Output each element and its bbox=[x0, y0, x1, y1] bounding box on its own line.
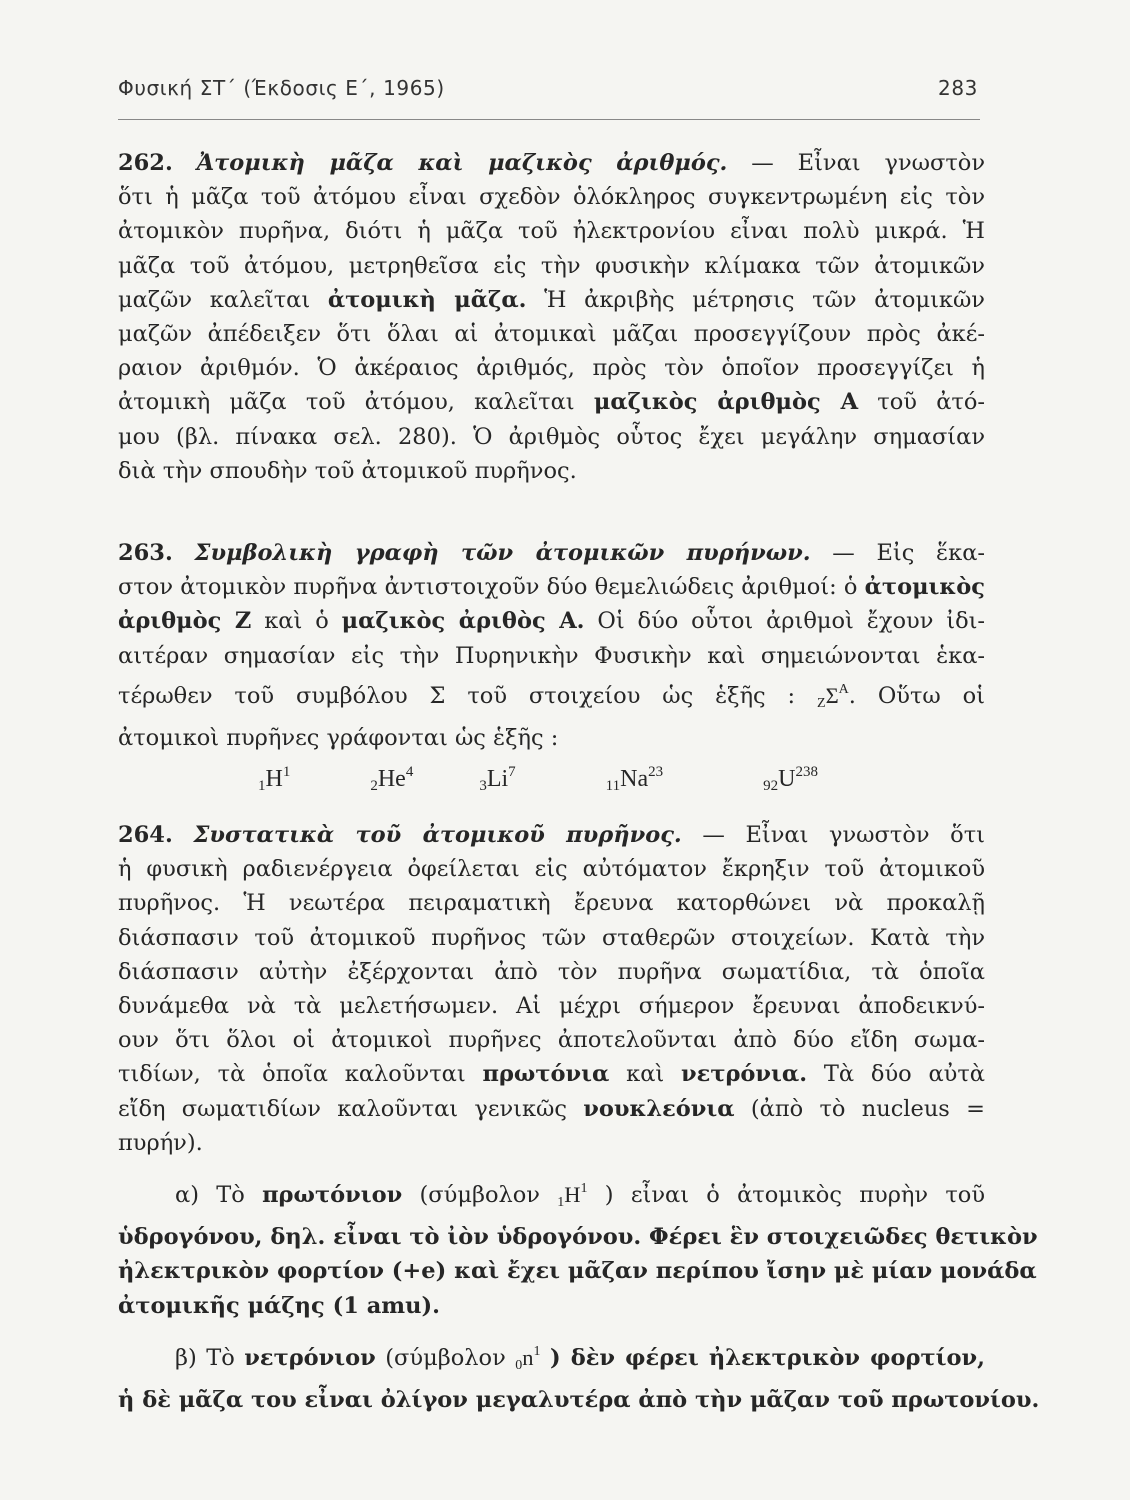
mass-number: 238 bbox=[795, 764, 818, 781]
text-line: διάσπασιν αὐτὴν ἐξέρχονται ἀπὸ τὸν πυρῆνα σωματίδια, τὰ ὁποῖα bbox=[118, 958, 985, 985]
element-symbol: U bbox=[778, 766, 796, 793]
mass-number: 1 bbox=[282, 764, 291, 781]
text-span: (ἀπὸ τὸ nucleus = bbox=[750, 1095, 985, 1122]
running-title: Φυσική ΣΤ΄ (Έκδοσις Ε΄, 1965) bbox=[118, 76, 445, 100]
text-line: ραιον ἀριθμόν. Ὁ ἀκέραιος ἀριθμός, πρὸς τὸν ὁποῖον προσεγγίζει ἡ bbox=[118, 355, 985, 382]
text-span: α) Τὸ bbox=[175, 1182, 245, 1209]
nuclide-formula bbox=[370, 755, 413, 803]
element-symbol: He bbox=[377, 766, 406, 793]
text-line: ἀτομικὸν πυρῆνα, διότι ἡ μᾶζα τοῦ ἠλεκτρονίου εἶναι πολὺ μικρά. Ἡ bbox=[118, 218, 985, 245]
text-span: — Εἰς ἕκα- bbox=[832, 540, 985, 566]
element-symbol: Li bbox=[486, 766, 509, 793]
text-span: (σύμβολον bbox=[419, 1182, 540, 1209]
element-symbol: Σ bbox=[825, 682, 839, 708]
proton-symbol bbox=[557, 1181, 588, 1211]
text-line: δυνάμεθα νὰ τὰ μελετήσωμεν. Αἱ μέχρι σήμερον ἔρευναι ἀποδεικνύ- bbox=[118, 993, 985, 1020]
text-line bbox=[118, 146, 985, 180]
mass-number: 4 bbox=[405, 764, 414, 781]
element-symbol: n bbox=[522, 1344, 534, 1370]
bold-term: πρωτόνιον bbox=[262, 1182, 403, 1209]
text-line bbox=[118, 536, 985, 570]
text-span: καὶ ὁ bbox=[264, 608, 329, 635]
section-title: Συμβολικὴ γραφὴ τῶν ἀτομικῶν πυρήνων. bbox=[194, 540, 811, 566]
text-line bbox=[118, 1057, 985, 1091]
header-rule bbox=[118, 119, 980, 120]
element-symbol: Na bbox=[620, 766, 649, 793]
text-line: πυρήν). bbox=[118, 1129, 203, 1156]
section-262 bbox=[118, 146, 985, 488]
section-number: 263. bbox=[118, 540, 173, 566]
element-symbol: H bbox=[265, 766, 283, 793]
atomic-number: 2 bbox=[370, 778, 378, 795]
text-line bbox=[118, 1172, 985, 1220]
bold-term: ἀτομικὴ μᾶζα. bbox=[327, 286, 527, 313]
bold-term: μαζικὸς ἀριθμὸς Α bbox=[593, 389, 859, 416]
nuclide-formula bbox=[258, 755, 290, 803]
text-line: διὰ τὴν σπουδὴν τοῦ ἀτομικοῦ πυρῆνος. bbox=[118, 457, 577, 484]
mass-number: Α bbox=[838, 681, 849, 697]
text-line: ὅτι ἡ μᾶζα τοῦ ἀτόμου εἶναι σχεδὸν ὁλόκληρος συγκεντρωμένη εἰς τὸν bbox=[118, 184, 985, 211]
text-span: στον ἀτομικὸν πυρῆνα ἀντιστοιχοῦν δύο θεμελιώδεις ἀριθμοί: ὁ bbox=[118, 574, 858, 601]
text-line: μαζῶν ἀπέδειξεν ὅτι ὅλαι αἱ ἀτομικαὶ μᾶζαι προσεγγίζουν πρὸς ἀκέ- bbox=[118, 321, 985, 348]
section-title: Συστατικὰ τοῦ ἀτομικοῦ πυρῆνος. bbox=[193, 822, 682, 848]
text-line: ὑδρογόνου, δηλ. εἶναι τὸ ἰὸν ὑδρογόνου. Φέρει ἓν στοιχειῶδες θετικὸν bbox=[118, 1224, 1038, 1251]
text-span: β) Τὸ bbox=[175, 1344, 235, 1371]
text-line: ἡ δὲ μᾶζα του εἶναι ὀλίγον μεγαλυτέρα ἀπὸ τὴν μᾶζαν τοῦ πρωτονίου. bbox=[118, 1387, 1040, 1414]
bold-term: νετρόνια. bbox=[681, 1061, 808, 1088]
section-title: Ἀτομικὴ μᾶζα καὶ μαζικὸς ἀριθμός. bbox=[196, 150, 728, 176]
text-span: μαζῶν καλεῖται bbox=[118, 286, 311, 313]
atomic-number: 3 bbox=[479, 778, 487, 795]
atomic-number: Ζ bbox=[817, 695, 826, 711]
atomic-number: 92 bbox=[763, 778, 779, 795]
bold-term: νουκλεόνια bbox=[583, 1095, 735, 1122]
mass-number: 7 bbox=[508, 764, 516, 781]
text-span: ) δὲν φέρει ἠλεκτρικὸν φορτίον, bbox=[549, 1344, 985, 1371]
text-line: ἡ φυσικὴ ραδιενέργεια ὀφείλεται εἰς αὐτόματον ἔκρηξιν τοῦ ἀτομικοῦ bbox=[118, 856, 985, 883]
nuclide-formula bbox=[606, 755, 663, 803]
text-line bbox=[118, 570, 985, 604]
bold-term: πρωτόνια bbox=[482, 1061, 610, 1088]
text-span: . Οὕτω οἱ bbox=[848, 682, 985, 709]
nuclide-formula bbox=[479, 755, 515, 803]
element-symbol: H bbox=[564, 1182, 581, 1208]
atomic-number: 0 bbox=[515, 1357, 523, 1373]
text-span: καὶ bbox=[626, 1061, 665, 1088]
text-span: τέρωθεν τοῦ συμβόλου Σ τοῦ στοιχείου ὡς ἑξῆς : bbox=[118, 682, 796, 709]
text-line: ουν ὅτι ὅλοι οἱ ἀτομικοὶ πυρῆνες ἀποτελοῦνται ἀπὸ δύο εἴδη σωμα- bbox=[118, 1027, 985, 1054]
text-line: διάσπασιν τοῦ ἀτομικοῦ πυρῆνος τῶν σταθερῶν στοιχείων. Κατὰ τὴν bbox=[118, 924, 985, 951]
section-264 bbox=[118, 818, 1040, 1417]
atomic-number: 11 bbox=[605, 778, 621, 795]
section-number: 262. bbox=[118, 150, 173, 176]
text-line bbox=[118, 1092, 985, 1126]
text-line: μου (βλ. πίνακα σελ. 280). Ὁ ἀριθμὸς οὗτος ἔχει μεγάλην σημασίαν bbox=[118, 423, 985, 450]
mass-number: 1 bbox=[533, 1343, 541, 1359]
text-span: ἀτομικὴ μᾶζα τοῦ ἀτόμου, καλεῖται bbox=[118, 389, 575, 416]
nuclide-formula bbox=[763, 755, 818, 803]
text-line: ἠλεκτρικὸν φορτίον (+e) καὶ ἔχει μᾶζαν περίπου ἴσην μὲ μίαν μονάδα bbox=[118, 1258, 1037, 1285]
text-line: πυρῆνος. Ἡ νεωτέρα πειραματικὴ ἔρευνα κατορθώνει νὰ προκαλῇ bbox=[118, 890, 985, 917]
running-header bbox=[118, 76, 978, 100]
text-line bbox=[118, 1335, 985, 1383]
section-number: 264. bbox=[118, 822, 173, 848]
text-line: ἀτομικοὶ πυρῆνες γράφονται ὡς ἑξῆς : bbox=[118, 725, 559, 752]
text-span: Ἡ ἀκριβὴς μέτρησις τῶν ἀτομικῶν bbox=[544, 286, 985, 313]
mass-number: 1 bbox=[580, 1181, 588, 1197]
bold-term: ἀριθμὸς Ζ bbox=[118, 608, 252, 635]
bold-term: ἀτομικὸς bbox=[864, 574, 985, 601]
atomic-number: 1 bbox=[557, 1195, 565, 1211]
nuclei-formula-row bbox=[118, 755, 985, 795]
text-line bbox=[118, 604, 985, 638]
text-line: μᾶζα τοῦ ἀτόμου, μετρηθεῖσα εἰς τὴν φυσικὴν κλίμακα τῶν ἀτομικῶν bbox=[118, 252, 985, 279]
text-span: — Εἶναι γνωστὸν ὅτι bbox=[702, 822, 985, 848]
text-span: τοῦ ἀτό- bbox=[877, 389, 985, 416]
text-span: ) εἶναι ὁ ἀτομικὸς πυρὴν τοῦ bbox=[604, 1182, 986, 1209]
text-line bbox=[118, 283, 985, 317]
text-line bbox=[118, 818, 985, 852]
section-263 bbox=[118, 536, 985, 795]
bold-term: μαζικὸς ἀριθὸς Α. bbox=[341, 608, 585, 635]
text-line bbox=[118, 673, 985, 721]
text-span: Τὰ δύο αὐτὰ bbox=[823, 1061, 985, 1088]
text-line: αιτέραν σημασίαν εἰς τὴν Πυρηνικὴν Φυσικὴν καὶ σημειώνονται ἑκα- bbox=[118, 642, 985, 669]
text-span: Οἱ δύο οὗτοι ἀριθμοὶ ἔχουν ἰδι- bbox=[597, 608, 986, 635]
atomic-number: 1 bbox=[258, 778, 266, 795]
generic-nuclide-symbol bbox=[817, 681, 849, 711]
neutron-symbol bbox=[515, 1343, 541, 1373]
text-span: εἴδη σωματιδίων καλοῦνται γενικῶς bbox=[118, 1095, 567, 1122]
text-line: ἀτομικῆς μάζης (1 amu). bbox=[118, 1292, 440, 1319]
page-number: 283 bbox=[938, 76, 978, 100]
text-span: (σύμβολον bbox=[385, 1344, 506, 1371]
mass-number: 23 bbox=[648, 764, 664, 781]
text-line bbox=[118, 385, 985, 419]
text-span: — Εἶναι γνωστὸν bbox=[751, 150, 985, 176]
bold-term: νετρόνιον bbox=[244, 1344, 376, 1371]
text-span: τιδίων, τὰ ὁποῖα καλοῦνται bbox=[118, 1061, 466, 1088]
